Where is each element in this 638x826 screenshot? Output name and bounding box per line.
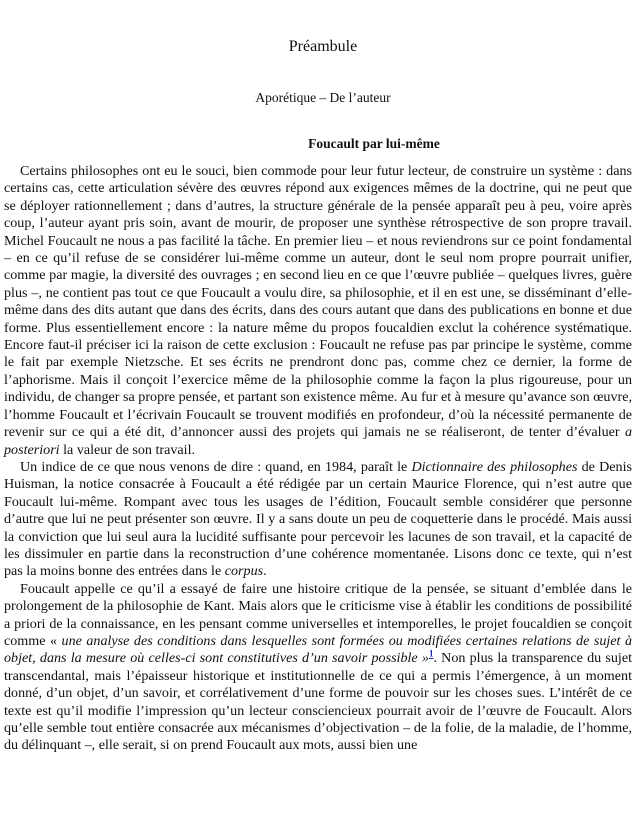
main-heading: Préambule xyxy=(288,38,358,55)
footnote-link[interactable]: 1 xyxy=(428,648,434,659)
paragraph-2-text-c: . xyxy=(263,563,267,580)
paragraph-2 xyxy=(4,459,632,581)
paragraph-1 xyxy=(4,163,632,459)
paragraph-3-text-a: Foucault appelle ce qu’il a essayé de faire une histoire critique de la pensée, se situant d’emblée dans le prolongement de la philosophie de Kant. Mais alors que le criticisme vise à établir les conditions de possibilité a priori de la connaissance, en les pensant comme universelles et intemporelles, le projet foucaldien se conçoit comme « xyxy=(4,580,632,649)
paragraph-3 xyxy=(4,581,632,755)
paragraph-1-text-b: la valeur de son travail. xyxy=(59,441,196,458)
paragraph-3-italic-a: une analyse des conditions dans lesquelles sont formées ou modifiées certaines relations de sujet à objet, dans la mesure où celles-ci sont constitutives d’un savoir possible » xyxy=(4,632,633,667)
paragraph-2-italic-a: Dictionnaire des philosophes xyxy=(411,458,578,475)
paragraph-3-text-b: . Non plus la transparence du sujet transcendantal, mais l’épaisseur historique et institutionnelle de ce qui a permis l’émergence, à un moment donné, d’un objet, d’un savoir, et corrélativement d’une forme de pouvoir sur les choses sues. L’intérêt de ce texte est qu’il modifie l’impression qu’un lecteur consciencieux pourrait avoir de l’œuvre de Foucault. Alors qu’elle semble tout entière consacrée aux mécanismes d’objectivation – de la folie, de la maladie, de l’homme, du délinquant –, elle serait, si on prend Foucault aux mots, aussi bien une xyxy=(4,650,632,754)
paragraph-1-italic-a: a posteriori xyxy=(4,424,632,458)
section-heading: Foucault par lui-même xyxy=(308,136,440,151)
sub-heading: Aporétique – De l’auteur xyxy=(255,90,391,105)
paragraph-2-italic-b: corpus xyxy=(224,563,264,580)
paragraph-2-text-a: Un indice de ce que nous venons de dire : quand, en 1984, paraît le xyxy=(20,458,412,475)
body-text xyxy=(4,163,632,755)
paragraph-2-text-b: de Denis Huisman, la notice consacrée à Foucault a été rédigée par un certain Maurice Florence, qui n’est autre que Foucault lui-même. Rompant avec tous les usages de l’édition, Foucault semble considérer que personne d’autre que lui ne peut présenter son œuvre. Il y a sans doute un peu de coquetterie dans le procédé. Mais aussi la conviction que lui seul aura la lucidité suffisante pour percevoir les lacunes de son travail, et la capacité de les dissimuler en partie dans la reconstruction d’une cohérence momentanée. Lisons donc ce texte, qui n’est pas la moins bonne des entrées dans le xyxy=(4,458,632,580)
paragraph-1-text-a: Certains philosophes ont eu le souci, bien commode pour leur futur lecteur, de construire un système : dans certains cas, cette articulation sévère des œuvres répond aux exigences mêmes de la doctrine, qui ne peut que se déployer rationnellement ; dans d’autres, la structure générale de la pensée apparaît peu à peu, voire après coup, l’auteur ayant pris soin, avant de mourir, de proposer une synthèse rétrospective de son propre travail. Michel Foucault ne nous a pas facilité la tâche. En premier lieu – et nous reviendrons sur ce point fondamental – en ce qu’il refuse de se considérer lui-même comme un auteur, dont le seul nom propre pourrait unifier, comme par magie, la diversité des ouvrages ; en second lieu en ce que l’œuvre publiée – quelques livres, guère plus –, ne contient pas tout ce que Foucault a voulu dire, sa philosophie, et il en est une, se disséminant d’elle-même dans des dits autant que dans des écrits, dans des cours autant que dans des publications en bonne et due forme. Plus essentiellement encore : la nature même du propos foucaldien exclut la cohérence systématique. Encore faut-il préciser ici la raison de cette exclusion : Foucault ne refuse pas par principe le système, comme le fait par exemple Nietzsche. Et ses écrits ne prendront donc pas, comme chez ce dernier, la forme de l’aphorisme. Mais il conçoit l’exercice même de la philosophie comme la façon la plus rigoureuse, pour un individu, de changer sa propre pensée, et partant son existence même. Au fur et à mesure qu’avance son œuvre, l’homme Foucault et l’écrivain Foucault se trouvent modifiés en profondeur, d’où la nécessité permanente de revenir sur ce qui a été dit, d’annoncer aussi des projets qui jamais ne se réaliseront, de tenter d’évaluer xyxy=(4,163,632,441)
